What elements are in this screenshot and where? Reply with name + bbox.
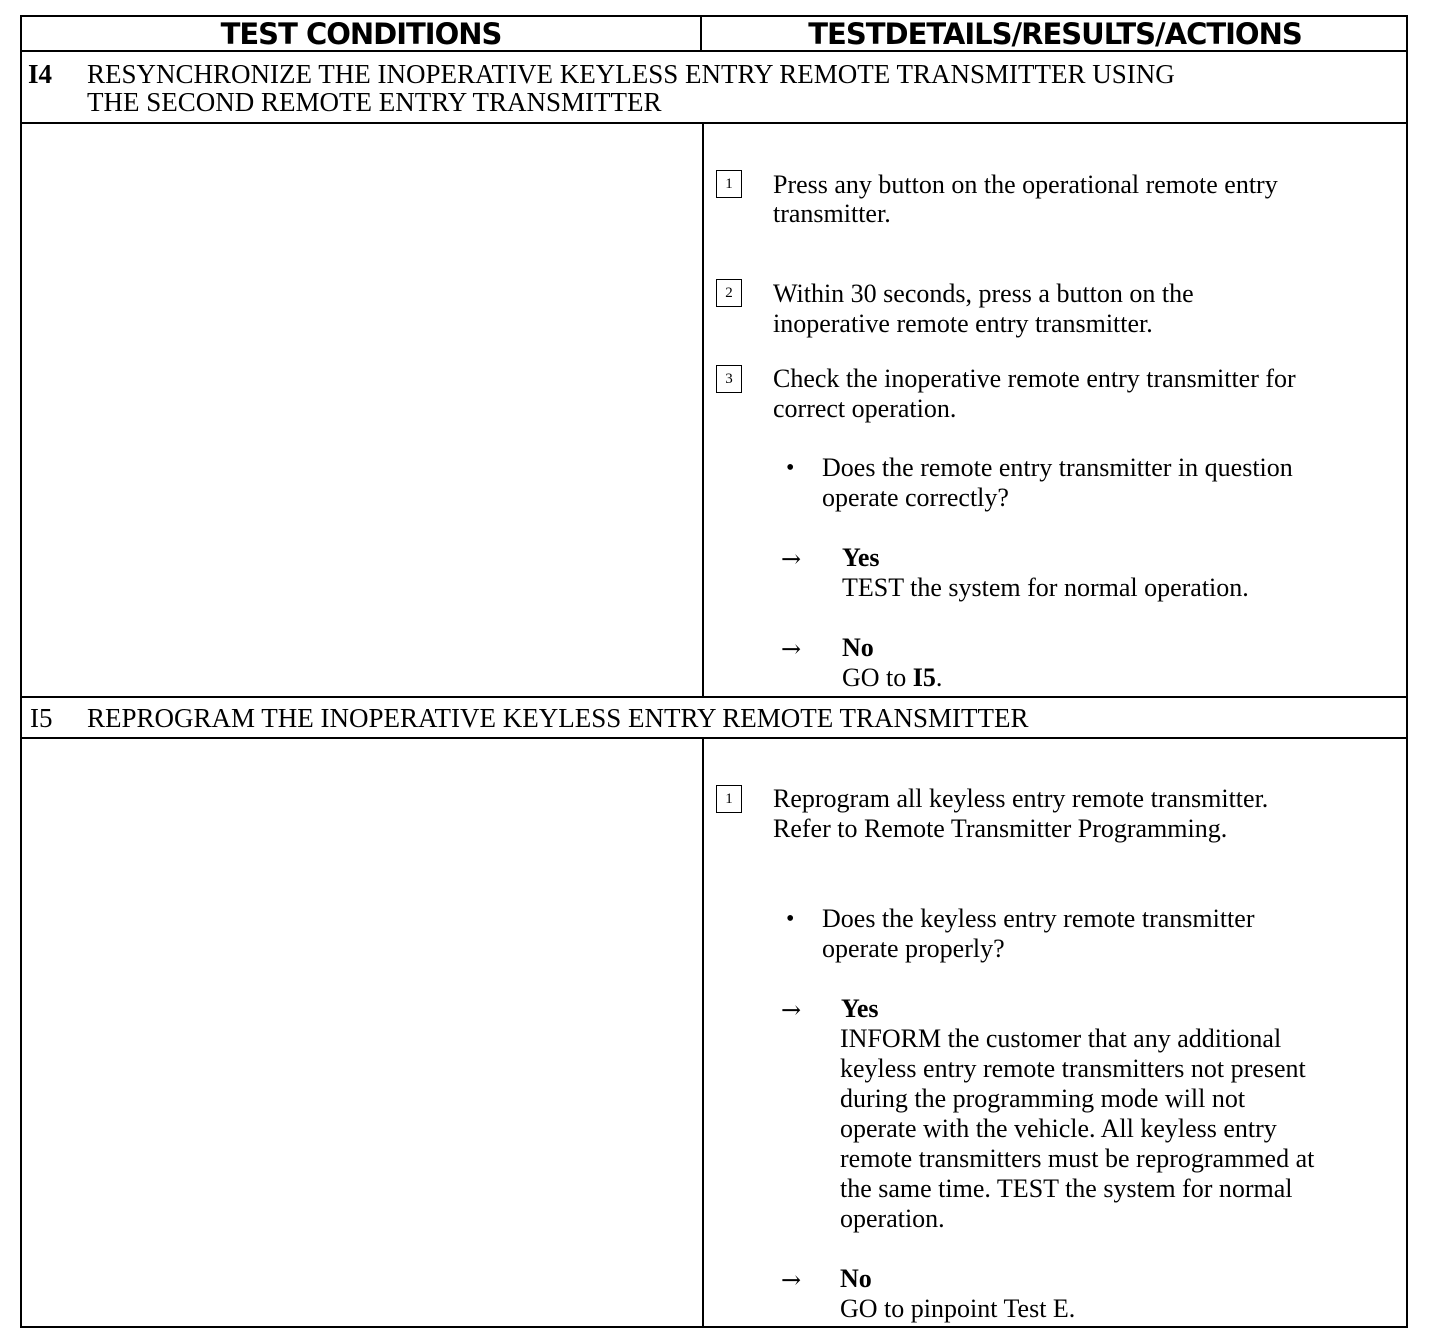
yes-text: INFORM the customer that any additional — [840, 1024, 1282, 1053]
step-title-i4-line2: THE SECOND REMOTE ENTRY TRANSMITTER — [87, 87, 662, 117]
step-number-box: 2 — [716, 279, 742, 307]
action-text: Press any button on the operational remote entry — [773, 170, 1278, 199]
yes-label: Yes — [842, 543, 880, 572]
yes-label: Yes — [841, 994, 879, 1023]
no-text: GO to I5. — [842, 663, 943, 692]
question-text: operate correctly? — [822, 483, 1009, 512]
arrow-right-icon: → — [781, 996, 802, 1024]
i5-title-top-divider — [20, 696, 1408, 698]
i4-column-divider — [702, 122, 704, 698]
action-text: Reprogram all keyless entry remote transmitter. — [773, 784, 1269, 813]
i4-title-divider — [20, 122, 1408, 124]
action-text: transmitter. — [773, 199, 891, 228]
no-label: No — [840, 1264, 872, 1293]
step-number-box: 1 — [716, 785, 742, 813]
yes-text: operation. — [840, 1204, 945, 1233]
question-text: Does the remote entry transmitter in question — [822, 453, 1293, 482]
bullet-icon: • — [786, 906, 795, 932]
step-number-box: 1 — [716, 170, 742, 198]
yes-text: remote transmitters must be reprogrammed at — [840, 1144, 1315, 1173]
header-test-conditions: TEST CONDITIONS — [220, 17, 502, 51]
goto-step-ref: I5 — [912, 663, 936, 692]
yes-text: the same time. TEST the system for normal — [840, 1174, 1293, 1203]
i5-title-divider — [20, 737, 1408, 739]
question-text: operate properly? — [822, 934, 1005, 963]
action-text: Check the inoperative remote entry transmitter for — [773, 364, 1296, 393]
bullet-icon: • — [786, 455, 795, 481]
action-text: correct operation. — [773, 394, 957, 423]
i5-column-divider — [702, 737, 704, 1328]
yes-text: keyless entry remote transmitters not present — [840, 1054, 1306, 1083]
step-title-i5: REPROGRAM THE INOPERATIVE KEYLESS ENTRY REMOTE TRANSMITTER — [87, 703, 1029, 733]
step-title-i4-line1: RESYNCHRONIZE THE INOPERATIVE KEYLESS ENTRY REMOTE TRANSMITTER USING — [87, 59, 1175, 89]
question-text: Does the keyless entry remote transmitter — [822, 904, 1255, 933]
no-text: GO to pinpoint Test E. — [840, 1294, 1076, 1323]
no-label: No — [842, 633, 874, 662]
arrow-right-icon: → — [781, 545, 802, 573]
action-text: Within 30 seconds, press a button on the — [773, 279, 1194, 308]
arrow-right-icon: → — [781, 1266, 802, 1294]
yes-text: operate with the vehicle. All keyless entry — [840, 1114, 1277, 1143]
header-test-details: TESTDETAILS/RESULTS/ACTIONS — [808, 17, 1302, 51]
action-text: inoperative remote entry transmitter. — [773, 309, 1153, 338]
action-text: Refer to Remote Transmitter Programming. — [773, 814, 1228, 843]
yes-text: TEST the system for normal operation. — [842, 573, 1249, 602]
step-id-i5: I5 — [30, 703, 53, 733]
arrow-right-icon: → — [781, 635, 802, 663]
step-id-i4: I4 — [28, 59, 53, 89]
step-number-box: 3 — [716, 365, 742, 393]
yes-text: during the programming mode will not — [840, 1084, 1246, 1113]
